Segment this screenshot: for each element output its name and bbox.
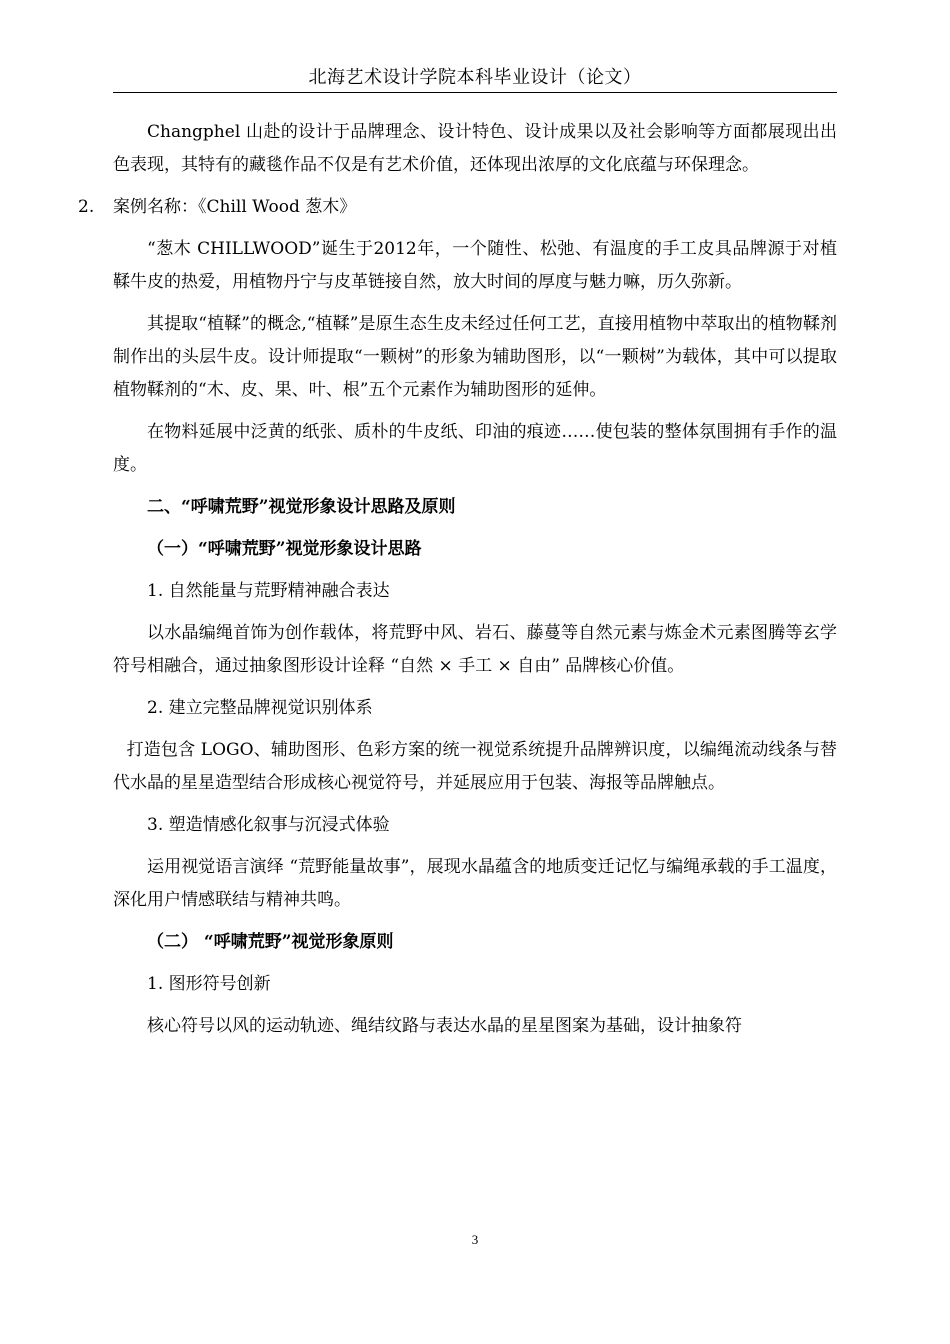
case-item-2 bbox=[78, 191, 837, 224]
point-heading-4: 1. 图形符号创新 bbox=[147, 974, 271, 994]
point-heading-2: 2. 建立完整品牌视觉识别体系 bbox=[147, 698, 373, 718]
page-number: 3 bbox=[471, 1232, 479, 1247]
case-number: 2. bbox=[78, 197, 95, 217]
point-heading-3: 3. 塑造情感化叙事与沉浸式体验 bbox=[147, 815, 390, 835]
paragraph-changphel: Changphel 山赴的设计于品牌理念、设计特色、设计成果以及社会影响等方面都展现出出色表现，其特有的藏毯作品不仅是有艺术价值，还体现出浓厚的文化底蕴与环保理念。 bbox=[113, 122, 837, 175]
document-body bbox=[78, 116, 837, 1052]
paragraph-point-3: 运用视觉语言演绎 “荒野能量故事”，展现水晶蕴含的地质变迁记忆与编绳承载的手工温度，深化用户情感联结与精神共鸣。 bbox=[113, 857, 837, 910]
case-title: 案例名称：《Chill Wood 葱木》 bbox=[113, 197, 357, 217]
point-heading-1: 1. 自然能量与荒野精神融合表达 bbox=[147, 581, 390, 601]
paragraph-point-2: 打造包含 LOGO、辅助图形、色彩方案的统一视觉系统提升品牌辨识度，以编绳流动线条与替代水晶的星星造型结合形成核心视觉符号，并延展应用于包装、海报等品牌触点。 bbox=[113, 740, 837, 793]
section-heading-2: 二、“呼啸荒野”视觉形象设计思路及原则 bbox=[147, 497, 456, 517]
paragraph-chillwood-intro: “葱木 CHILLWOOD”诞生于2012年，一个随性、松弛、有温度的手工皮具品牌源于对植鞣牛皮的热爱，用植物丹宁与皮革链接自然，放大时间的厚度与魅力嘛，历久弥新。 bbox=[113, 239, 837, 292]
paragraph-point-4: 核心符号以风的运动轨迹、绳结纹路与表达水晶的星星图案为基础，设计抽象符 bbox=[147, 1016, 742, 1036]
subsection-heading-2-2: （二） “呼啸荒野”视觉形象原则 bbox=[147, 932, 394, 952]
paragraph-chillwood-material: 在物料延展中泛黄的纸张、质朴的牛皮纸、印油的痕迹……使包装的整体氛围拥有手作的温度。 bbox=[113, 422, 837, 475]
paragraph-chillwood-concept: 其提取“植鞣”的概念,“植鞣”是原生态生皮未经过任何工艺，直接用植物中萃取出的植物鞣剂制作出的头层牛皮。设计师提取“一颗树”的形象为辅助图形，以“一颗树”为载体，其中可以提取植物鞣剂的“木、皮、果、叶、根”五个元素作为辅助图形的延伸。 bbox=[113, 314, 837, 400]
paragraph-point-1: 以水晶编绳首饰为创作载体，将荒野中风、岩石、藤蔓等自然元素与炼金术元素图腾等玄学符号相融合，通过抽象图形设计诠释 “自然 × 手工 × 自由” 品牌核心价值。 bbox=[113, 623, 837, 676]
page-header-title: 北海艺术设计学院本科毕业设计（论文） bbox=[308, 67, 642, 88]
subsection-heading-2-1: （一）“呼啸荒野”视觉形象设计思路 bbox=[147, 539, 422, 559]
header-divider bbox=[113, 92, 837, 93]
